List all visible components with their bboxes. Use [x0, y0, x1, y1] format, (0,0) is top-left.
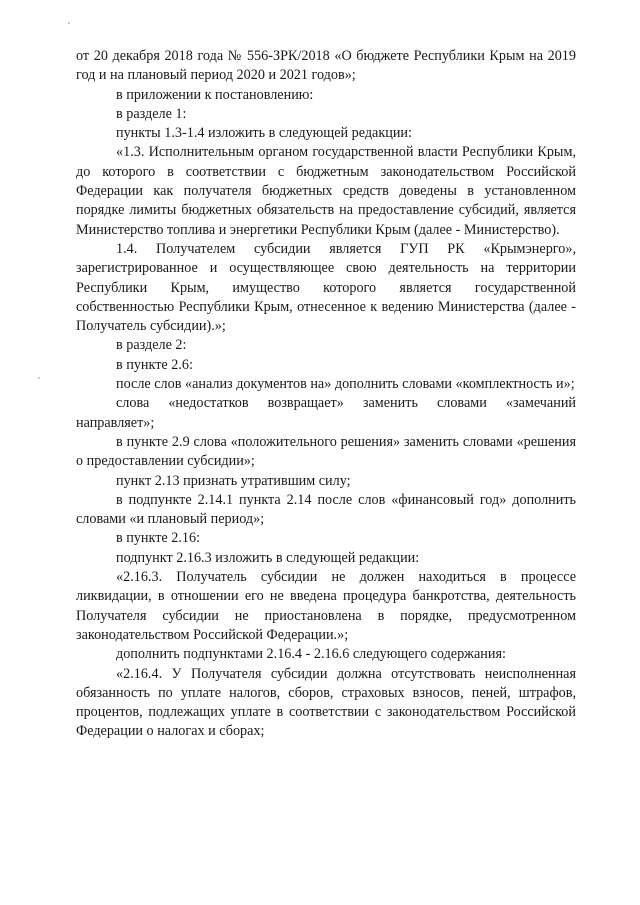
paragraph-2-6-replacement: слова «недостатков возвращает» заменить словами «замечаний направляет»; [76, 395, 576, 431]
paragraph-subitem-2-16-3: «2.16.3. Получатель субсидии не должен находиться в процессе ликвидации, в отношении его не введена процедура банкротства, деятельность Получателя субсидии не приостановлена в порядке, предусмотренном законодательством Российской Федерации.»; [76, 569, 576, 643]
document-body [76, 47, 576, 742]
paragraph-annex-intro: в приложении к постановлению: [116, 86, 314, 103]
scan-speck [68, 22, 70, 24]
paragraph-item-2-13: пункт 2.13 признать утратившим силу; [116, 472, 351, 489]
paragraph-item-2-9: в пункте 2.9 слова «положительного решения» заменить словами «решения о предоставлении субсидии»; [76, 433, 576, 470]
paragraph-item-2-14-1: в подпункте 2.14.1 пункта 2.14 после слов «финансовый год» дополнить словами «и плановый период»; [76, 491, 576, 528]
paragraph-subitem-2-16-3-intro: подпункт 2.16.3 изложить в следующей редакции: [116, 549, 420, 566]
paragraph-items-1-3-1-4: пункты 1.3-1.4 изложить в следующей редакции: [116, 125, 412, 142]
paragraph-2-6-addition: после слов «анализ документов на» дополнить словами «комплектность и»; [116, 376, 575, 393]
paragraph-item-1-3: «1.3. Исполнительным органом государственной власти Республики Крым, до которого в соответствии с бюджетным законодательством Российской Федерации как получателя бюджетных средств доведены в установленном порядке лимиты бюджетных обязательств на предоставление субсидий, является Министерство топлива и энергетики Республики Крым (далее - Министерство). [76, 144, 576, 238]
paragraph-item-2-16: в пункте 2.16: [116, 530, 201, 547]
paragraph-item-2-6: в пункте 2.6: [116, 356, 193, 373]
paragraph-item-1-4: 1.4. Получателем субсидии является ГУП РК «Крымэнерго», зарегистрированное и осуществляющее свою деятельность на территории Республики Крым, имущество которого является государственной собственностью Республики Крым, отнесенное к ведению Министерства (далее - Получатель субсидии).»; [76, 240, 576, 335]
paragraph-add-subitems: дополнить подпунктами 2.16.4 - 2.16.6 следующего содержания: [116, 646, 506, 663]
scan-speck [38, 377, 40, 379]
paragraph-section-1: в разделе 1: [116, 105, 187, 122]
paragraph-budget-law-reference: от 20 декабря 2018 года № 556-ЗРК/2018 «О бюджете Республики Крым на 2019 год и на плановый период 2020 и 2021 годов»; [76, 48, 576, 84]
paragraph-section-2: в разделе 2: [116, 337, 187, 354]
paragraph-subitem-2-16-4: «2.16.4. У Получателя субсидии должна отсутствовать неисполненная обязанность по уплате налогов, сборов, страховых взносов, пеней, штрафов, процентов, подлежащих уплате в соответствии с законодательством Российской Федерации о налогах и сборах; [76, 665, 576, 740]
